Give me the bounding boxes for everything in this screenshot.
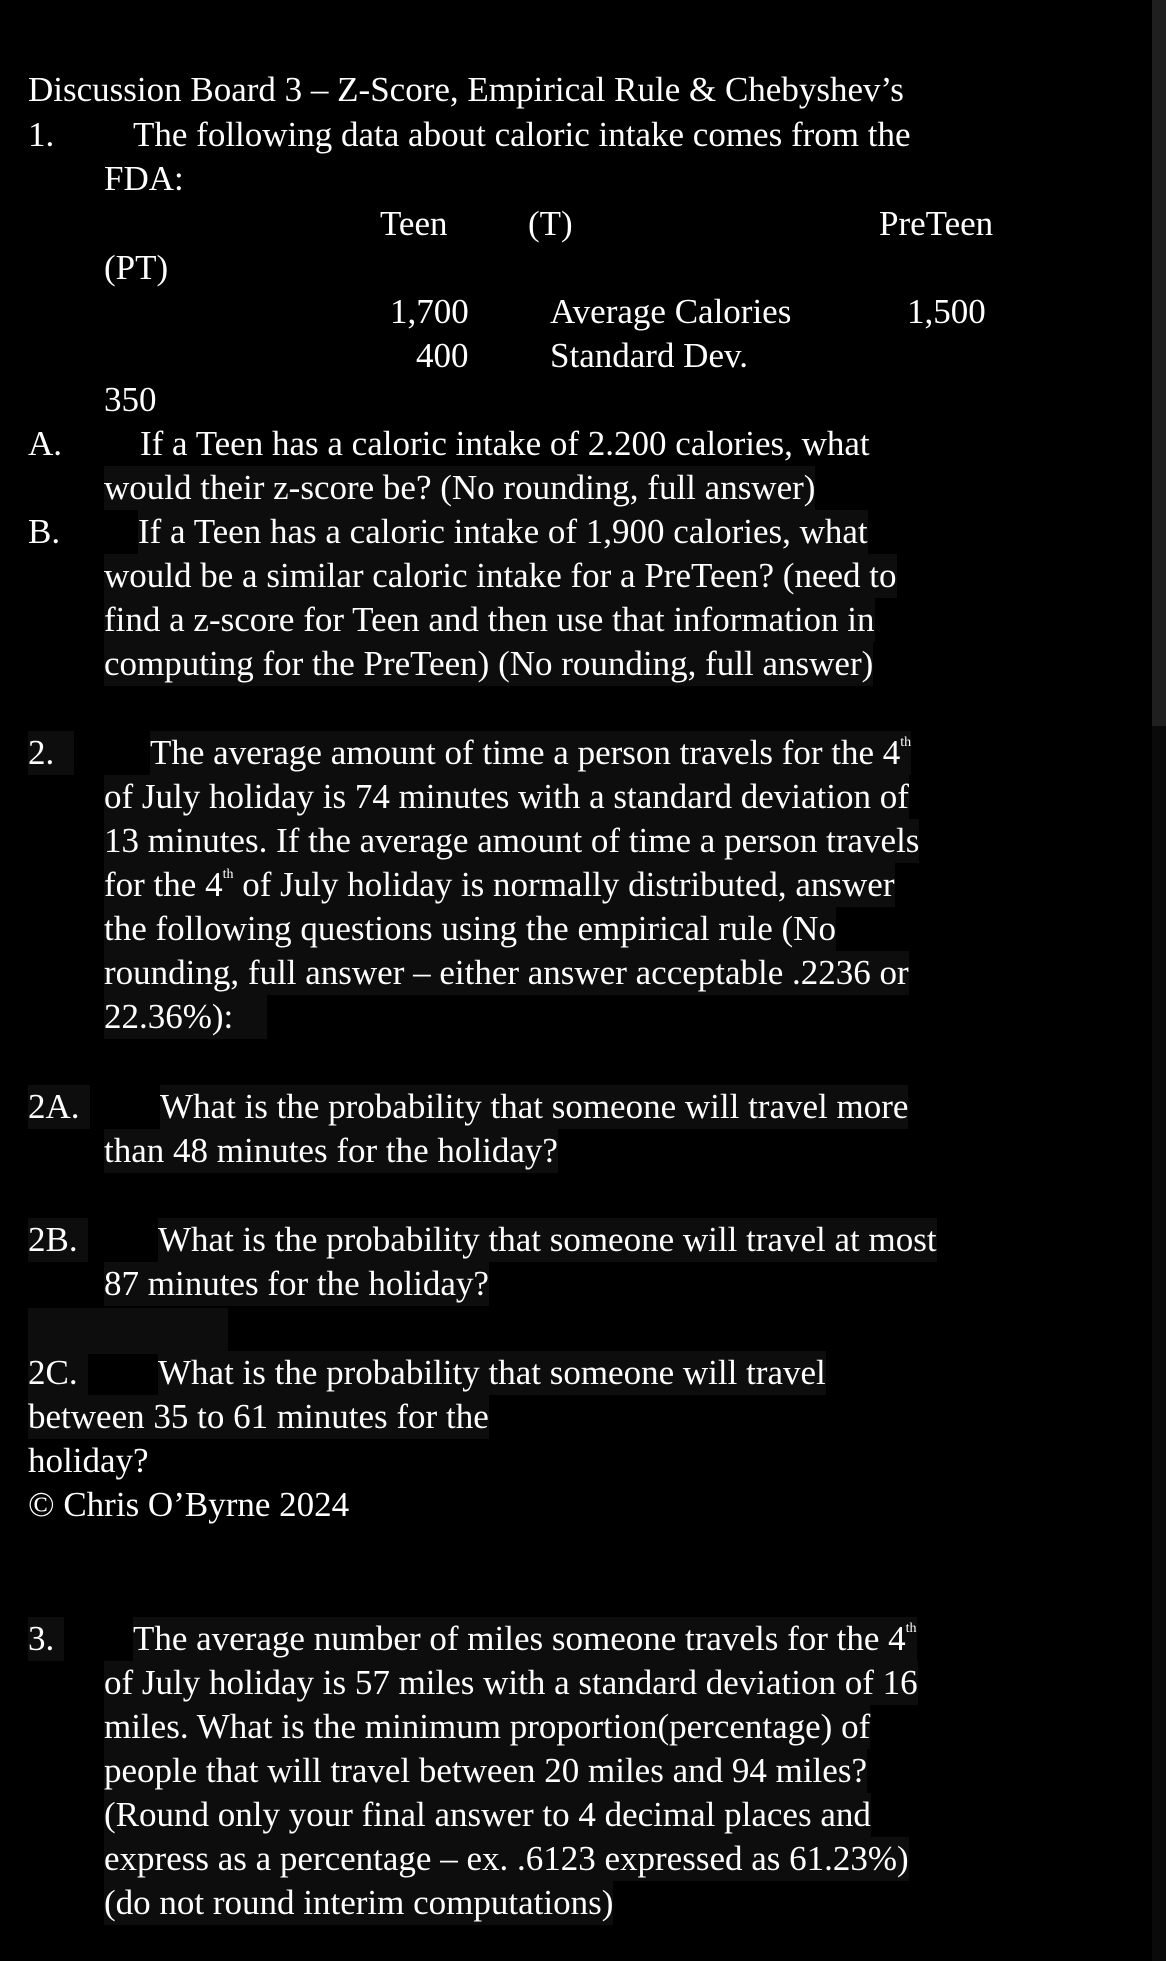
q2a-line1: What is the probability that someone will travel more xyxy=(160,1085,908,1129)
q3-line1 xyxy=(133,1617,917,1661)
q2-number: 2. xyxy=(28,731,74,775)
q2-line7: 22.36%): xyxy=(104,995,267,1039)
q2-line4 xyxy=(104,863,895,907)
q1-number: 1. xyxy=(28,115,55,154)
table-avg-preteen: 1,500 xyxy=(907,292,986,331)
q1b-line1: If a Teen has a caloric intake of 1,900 calories, what xyxy=(138,510,868,554)
q2b-label: 2B. xyxy=(28,1218,88,1262)
q2-line6: rounding, full answer – either answer acceptable .2236 or xyxy=(104,951,909,995)
q3-line6: express as a percentage – ex. .6123 expressed as 61.23%) xyxy=(104,1837,909,1881)
table-header-preteen: PreTeen xyxy=(879,204,994,243)
table-avg-teen: 1,700 xyxy=(390,292,469,331)
table-header-preteen-abbr: (PT) xyxy=(104,248,169,287)
q2c-line3: holiday? xyxy=(28,1441,149,1480)
q3-number: 3. xyxy=(28,1617,64,1661)
q2-line1-text: The average amount of time a person travels for the 4 xyxy=(150,733,901,772)
q3-line4: people that will travel between 20 miles and 94 miles? xyxy=(104,1749,867,1793)
table-avg-label: Average Calories xyxy=(550,292,792,331)
q1a-label: A. xyxy=(28,424,63,463)
q1b-line2: would be a similar caloric intake for a PreTeen? (need to xyxy=(104,554,897,598)
q2-line4-pre: for the 4 xyxy=(104,865,223,904)
q1b-line4: computing for the PreTeen) (No rounding, full answer) xyxy=(104,642,873,686)
vertical-scrollbar[interactable] xyxy=(1152,0,1166,1961)
q1b-label: B. xyxy=(28,512,61,551)
q2a-label: 2A. xyxy=(28,1085,90,1129)
page-title: Discussion Board 3 – Z-Score, Empirical Rule & Chebyshev’s xyxy=(28,70,904,109)
q3-line3: miles. What is the minimum proportion(percentage) of xyxy=(104,1705,870,1749)
q2c-line1: What is the probability that someone will travel xyxy=(158,1351,826,1395)
q2-line2: of July holiday is 74 minutes with a standard deviation of xyxy=(104,775,909,819)
copyright-line: © Chris O’Byrne 2024 xyxy=(28,1485,350,1524)
q2-line1 xyxy=(150,731,911,775)
q2-line4-sup: th xyxy=(222,867,234,882)
q2c-line2: between 35 to 61 minutes for the xyxy=(28,1395,489,1439)
q2-line5: the following questions using the empirical rule (No xyxy=(104,907,836,951)
table-sd-teen: 400 xyxy=(416,336,469,375)
q2c-label: 2C. xyxy=(28,1351,88,1395)
q3-line7: (do not round interim computations) xyxy=(104,1881,613,1925)
q1a-line2: would their z-score be? (No rounding, full answer) xyxy=(104,466,815,510)
q1a-line1: If a Teen has a caloric intake of 2.200 calories, what xyxy=(140,424,870,463)
q3-line2: of July holiday is 57 miles with a standard deviation of 16 xyxy=(104,1661,918,1705)
scrollbar-thumb[interactable] xyxy=(1152,0,1166,726)
q1-intro-line2: FDA: xyxy=(104,159,184,198)
q3-line5: (Round only your final answer to 4 decimal places and xyxy=(104,1793,871,1837)
table-header-teen-abbr: (T) xyxy=(528,204,573,243)
q2-line1-sup: th xyxy=(900,735,912,750)
q1-intro-line1: The following data about caloric intake comes from the xyxy=(133,115,911,154)
q1b-line3: find a z-score for Teen and then use that information in xyxy=(104,598,875,642)
q2-line4-post: of July holiday is normally distributed, answer xyxy=(233,865,895,904)
table-sd-preteen: 350 xyxy=(104,380,157,419)
highlight-gap xyxy=(28,1308,228,1354)
q3-line1-sup: th xyxy=(905,1621,917,1636)
q2-line3: 13 minutes. If the average amount of time a person travels xyxy=(104,819,919,863)
table-sd-label: Standard Dev. xyxy=(550,336,748,375)
table-header-teen: Teen xyxy=(380,204,448,243)
q3-line1-text: The average number of miles someone travels for the 4 xyxy=(133,1619,906,1658)
q2b-line2: 87 minutes for the holiday? xyxy=(104,1262,489,1306)
q2b-line1: What is the probability that someone will travel at most xyxy=(158,1218,937,1262)
q2a-line2: than 48 minutes for the holiday? xyxy=(104,1129,558,1173)
